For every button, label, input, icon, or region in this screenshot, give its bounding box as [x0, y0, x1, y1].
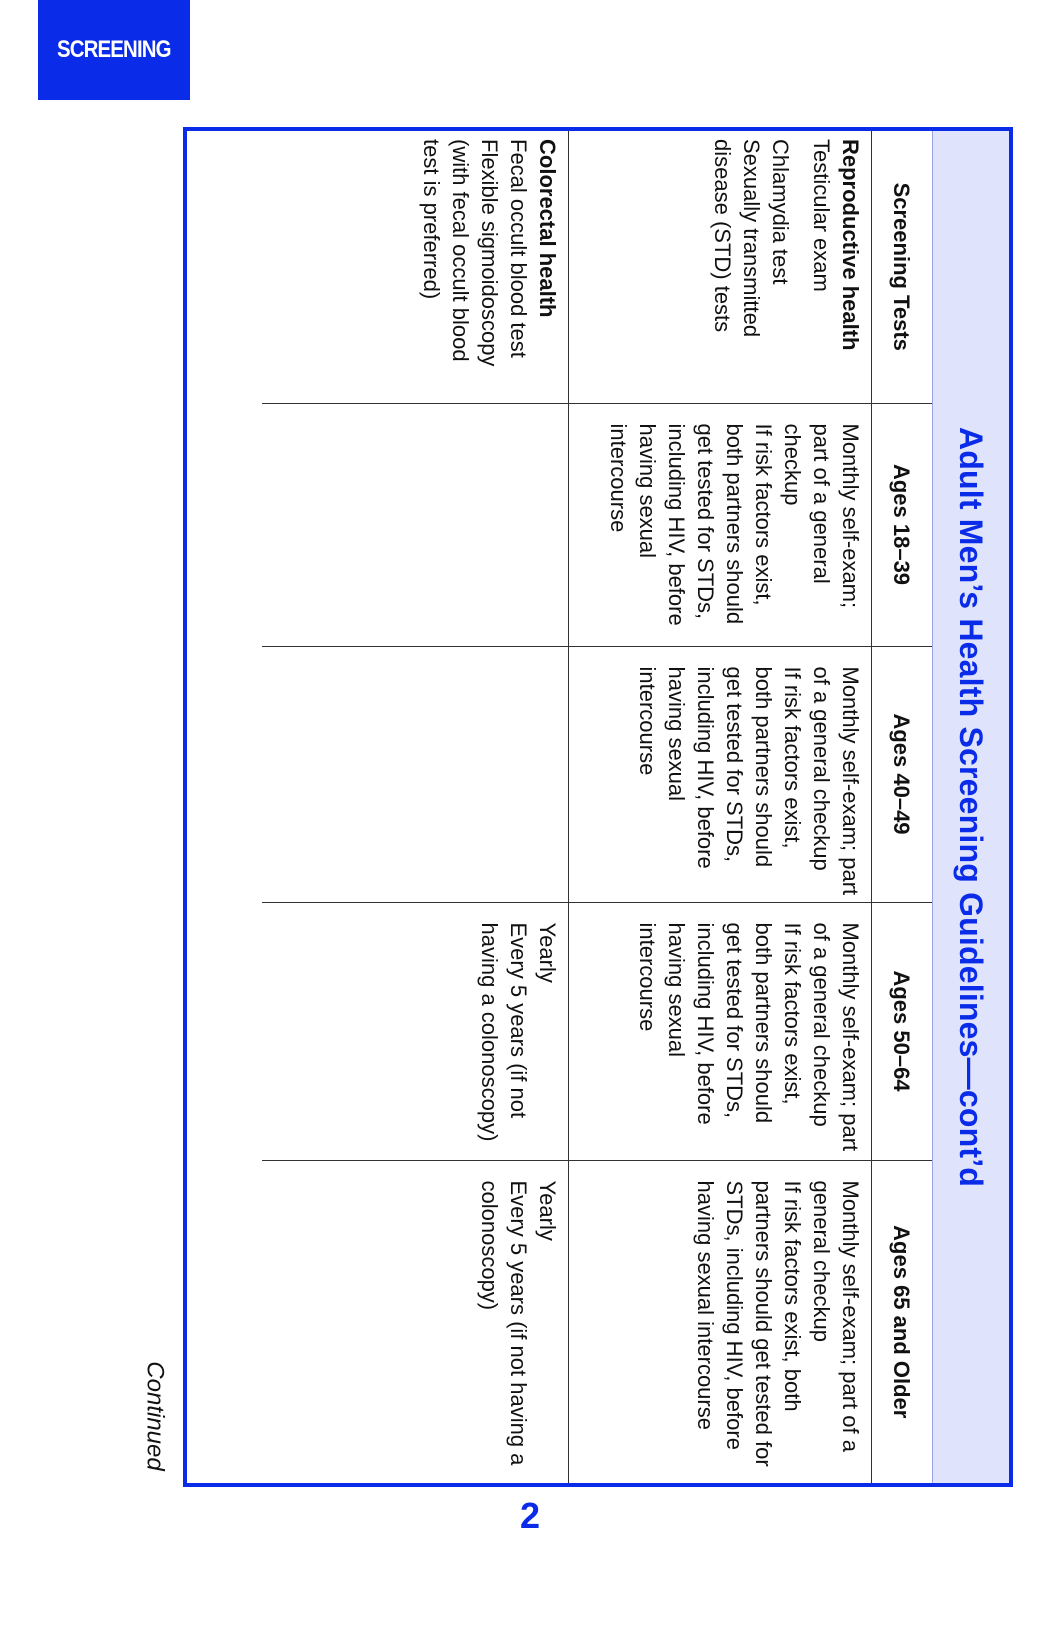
section-tab [38, 0, 190, 100]
guidelines-grid [262, 131, 932, 1483]
test-fecal-occult-blood: Fecal occult blood test [506, 139, 531, 358]
test-std: Sexually transmitted disease (STD) tests [710, 139, 764, 338]
table-row-colorectal [262, 131, 569, 1483]
cell-colorectal-50-64 [262, 902, 569, 1160]
guideline-std-testing: If risk factors exist, both partners should get tested for STDs, including HIV, before having sexual intercourse [635, 666, 805, 869]
guideline-std-testing: If risk factors exist, both partners should get tested for STDs, including HIV, before having sexual intercourse [693, 1180, 805, 1467]
test-chlamydia: Chlamydia test [768, 139, 793, 285]
header-screening-tests: Screening Tests [872, 131, 933, 403]
guideline-every-5-years: Every 5 years (if not having a colonoscopy) [477, 922, 531, 1142]
category-reproductive-health: Reproductive health [838, 139, 863, 351]
cell-colorectal-40-49 [262, 646, 569, 902]
cell-colorectal-18-39 [262, 403, 569, 646]
cell-colorectal-65-older [262, 1160, 569, 1483]
table-row-reproductive [569, 131, 872, 1483]
screening-guidelines-table [183, 127, 1013, 1487]
guideline-std-testing: If risk factors exist, both partners should get tested for STDs, including HIV, before having sexual intercourse [635, 922, 805, 1125]
header-ages-40-49: Ages 40–49 [872, 646, 933, 902]
cell-reproductive-50-64 [569, 902, 872, 1160]
header-ages-50-64: Ages 50–64 [872, 902, 933, 1160]
guideline-yearly: Yearly [535, 922, 560, 983]
header-row [872, 131, 933, 1483]
guideline-self-exam: Monthly self-exam; part of a general checkup [809, 1180, 863, 1452]
category-colorectal-health: Colorectal health [535, 139, 560, 318]
continued-note [125, 1346, 185, 1486]
cell-reproductive-tests [569, 131, 872, 403]
test-testicular-exam: Testicular exam [809, 139, 834, 292]
section-tab-label: SCREENING [57, 36, 171, 63]
page-number: 2 [519, 1495, 541, 1536]
guideline-self-exam: Monthly self-exam; part of a general checkup [809, 922, 863, 1152]
guideline-every-5-years: Every 5 years (if not having a colonoscopy) [477, 1180, 531, 1466]
cell-colorectal-tests [262, 131, 569, 403]
header-ages-18-39: Ages 18–39 [872, 403, 933, 646]
header-ages-65-older: Ages 65 and Older [872, 1160, 933, 1483]
table-title-bar [932, 131, 1009, 1483]
guideline-yearly: Yearly [535, 1180, 560, 1241]
guideline-std-testing: If risk factors exist, both partners should get tested for STDs, including HIV, before having sexual intercourse [606, 423, 776, 626]
guideline-self-exam: Monthly self-exam; part of a general checkup [809, 666, 863, 896]
cell-reproductive-65-older [569, 1160, 872, 1483]
cell-reproductive-40-49 [569, 646, 872, 902]
continued-label: Continued [142, 1361, 170, 1471]
cell-reproductive-18-39 [569, 403, 872, 646]
table-title: Adult Men’s Health Screening Guidelines—cont’d [953, 426, 990, 1188]
guideline-self-exam: Monthly self-exam; part of a general checkup [780, 423, 863, 609]
test-flexible-sigmoidoscopy: Flexible sigmoidoscopy (with fecal occult blood test is preferred) [419, 139, 502, 367]
